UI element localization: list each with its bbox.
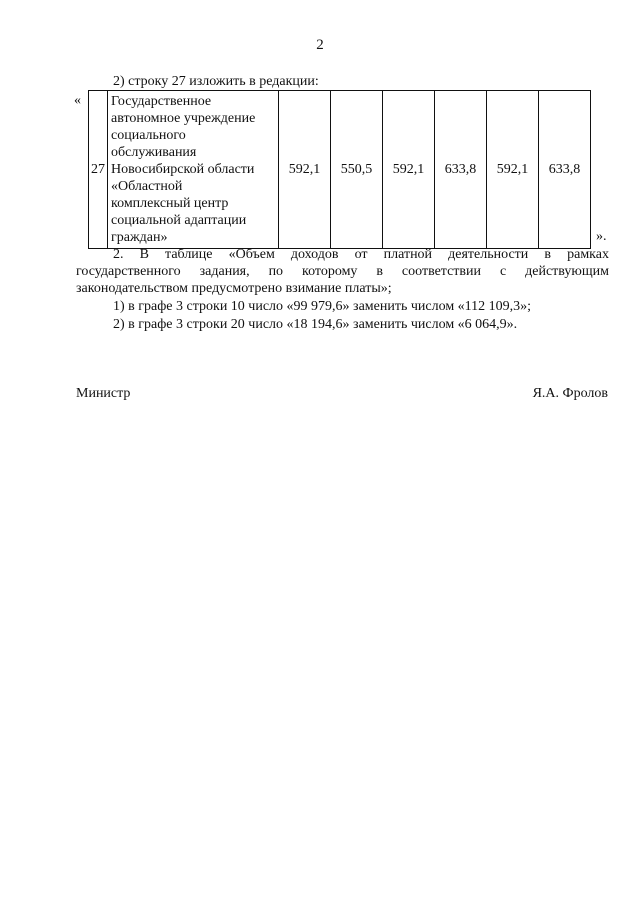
table-row <box>89 91 591 249</box>
name-line: социального <box>111 128 186 143</box>
name-line: социальной адаптации <box>111 213 247 228</box>
paragraph2-line-3: законодательством предусмотрено взимание платы»; <box>76 281 392 296</box>
name-line: граждан» <box>111 230 168 245</box>
item2-intro: 2) строку 27 изложить в редакции: <box>113 74 319 89</box>
sub-item-2: 2) в графе 3 строки 20 число «18 194,6» заменить числом «6 064,9». <box>113 317 518 332</box>
open-quote: « <box>74 93 81 108</box>
name-line: «Областной <box>111 179 183 194</box>
institution-name-cell <box>108 91 279 249</box>
value-cell-3: 592,1 <box>383 91 435 249</box>
value-cell-6: 633,8 <box>539 91 591 249</box>
name-line: Государственное <box>111 94 212 109</box>
name-line: Новосибирской области <box>111 162 255 177</box>
amendment-table <box>88 90 591 249</box>
value-cell-2: 550,5 <box>331 91 383 249</box>
paragraph2-line-1: 2. В таблице «Объем доходов от платной деятельности в рамках <box>113 247 609 262</box>
name-line: автономное учреждение <box>111 111 256 126</box>
row-number-cell: 27 <box>89 91 108 249</box>
value-cell-5: 592,1 <box>487 91 539 249</box>
value-cell-4: 633,8 <box>435 91 487 249</box>
page-number: 2 <box>316 37 324 53</box>
signatory-position: Министр <box>76 386 131 401</box>
paragraph2-line-2: государственного задания, по которому в соответствии с действующим <box>76 264 609 279</box>
sub-item-1: 1) в графе 3 строки 10 число «99 979,6» заменить числом «112 109,3»; <box>113 299 532 314</box>
name-line: обслуживания <box>111 145 197 160</box>
close-quote: ». <box>596 229 607 244</box>
value-cell-1: 592,1 <box>279 91 331 249</box>
signatory-name: Я.А. Фролов <box>532 386 608 401</box>
name-line: комплексный центр <box>111 196 229 211</box>
